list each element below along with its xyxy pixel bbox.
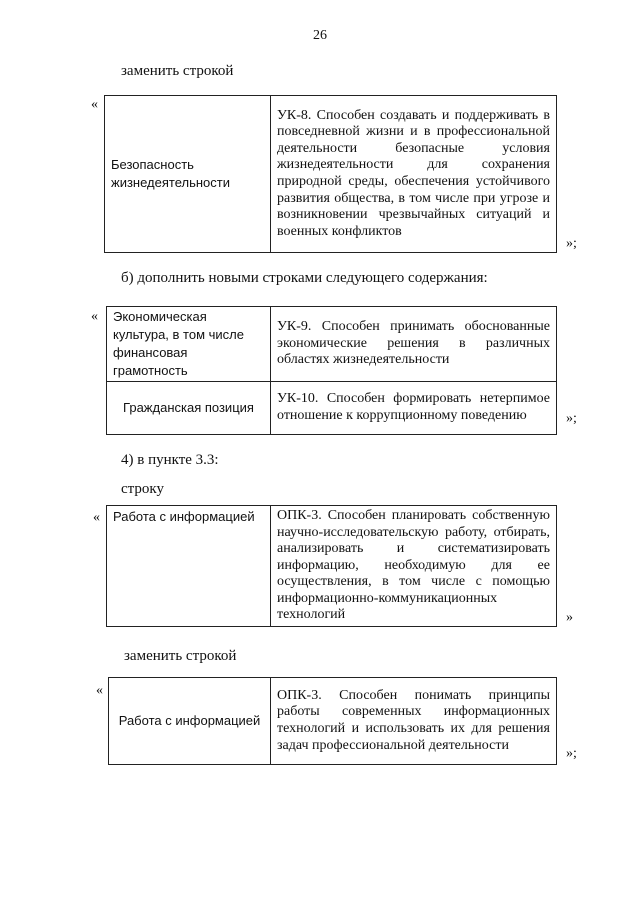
table-cell-competence: ОПК-3. Способен понимать принципы работы современных информационных технологий и использовать их для решения задач профессиональной деятельности [271, 678, 557, 765]
paragraph-replace-with-row: заменить строкой [124, 648, 237, 664]
table-cell-competence: УК-10. Способен формировать нетерпимое отношение к коррупционному поведению [271, 382, 557, 435]
closing-quote: »; [566, 746, 577, 761]
closing-quote: »; [566, 236, 577, 251]
table-row [107, 307, 557, 382]
table-cell-competence: ОПК-3. Способен планировать собственную научно-исследовательскую работу, отбирать, анализировать и систематизировать информацию, необходимую для ее осуществления, в том числе с помощью информационно-коммуникационных технологий [271, 506, 557, 627]
table-row [109, 678, 557, 765]
page-number: 26 [313, 28, 327, 43]
table-cell-discipline: Экономическая культура, в том числе финансовая грамотность [107, 307, 271, 382]
table-row [107, 506, 557, 627]
table-cell-discipline: Безопасность жизнедеятельности [105, 96, 271, 253]
opening-quote: « [91, 309, 98, 324]
table-opk3-old [106, 505, 557, 627]
opening-quote: « [91, 97, 98, 112]
paragraph-item-4: 4) в пункте 3.3: [121, 452, 219, 468]
table-uk8 [104, 95, 557, 253]
table-cell-discipline: Работа с информацией [107, 506, 271, 627]
table-row [107, 382, 557, 435]
opening-quote: « [96, 683, 103, 698]
closing-quote: » [566, 610, 573, 625]
table-cell-discipline: Гражданская позиция [107, 382, 271, 435]
opening-quote: « [93, 510, 100, 525]
closing-quote: »; [566, 411, 577, 426]
table-uk9-uk10 [106, 306, 557, 435]
table-cell-competence: УК-8. Способен создавать и поддерживать в повседневной жизни и в профессиональной деятельности безопасные условия жизнедеятельности для сохранения природной среды, обеспечения устойчивого развития общества, в том числе при угрозе и возникновении чрезвычайных ситуаций и военных конфликтов [271, 96, 557, 253]
paragraph-add-rows: б) дополнить новыми строками следующего содержания: [121, 270, 488, 286]
table-opk3-new [108, 677, 557, 765]
paragraph-replace-with-row: заменить строкой [121, 63, 234, 79]
table-cell-competence: УК-9. Способен принимать обоснованные экономические решения в различных областях жизнедеятельности [271, 307, 557, 382]
paragraph-row-word: строку [121, 481, 164, 497]
table-cell-discipline: Работа с информацией [109, 678, 271, 765]
table-row [105, 96, 557, 253]
